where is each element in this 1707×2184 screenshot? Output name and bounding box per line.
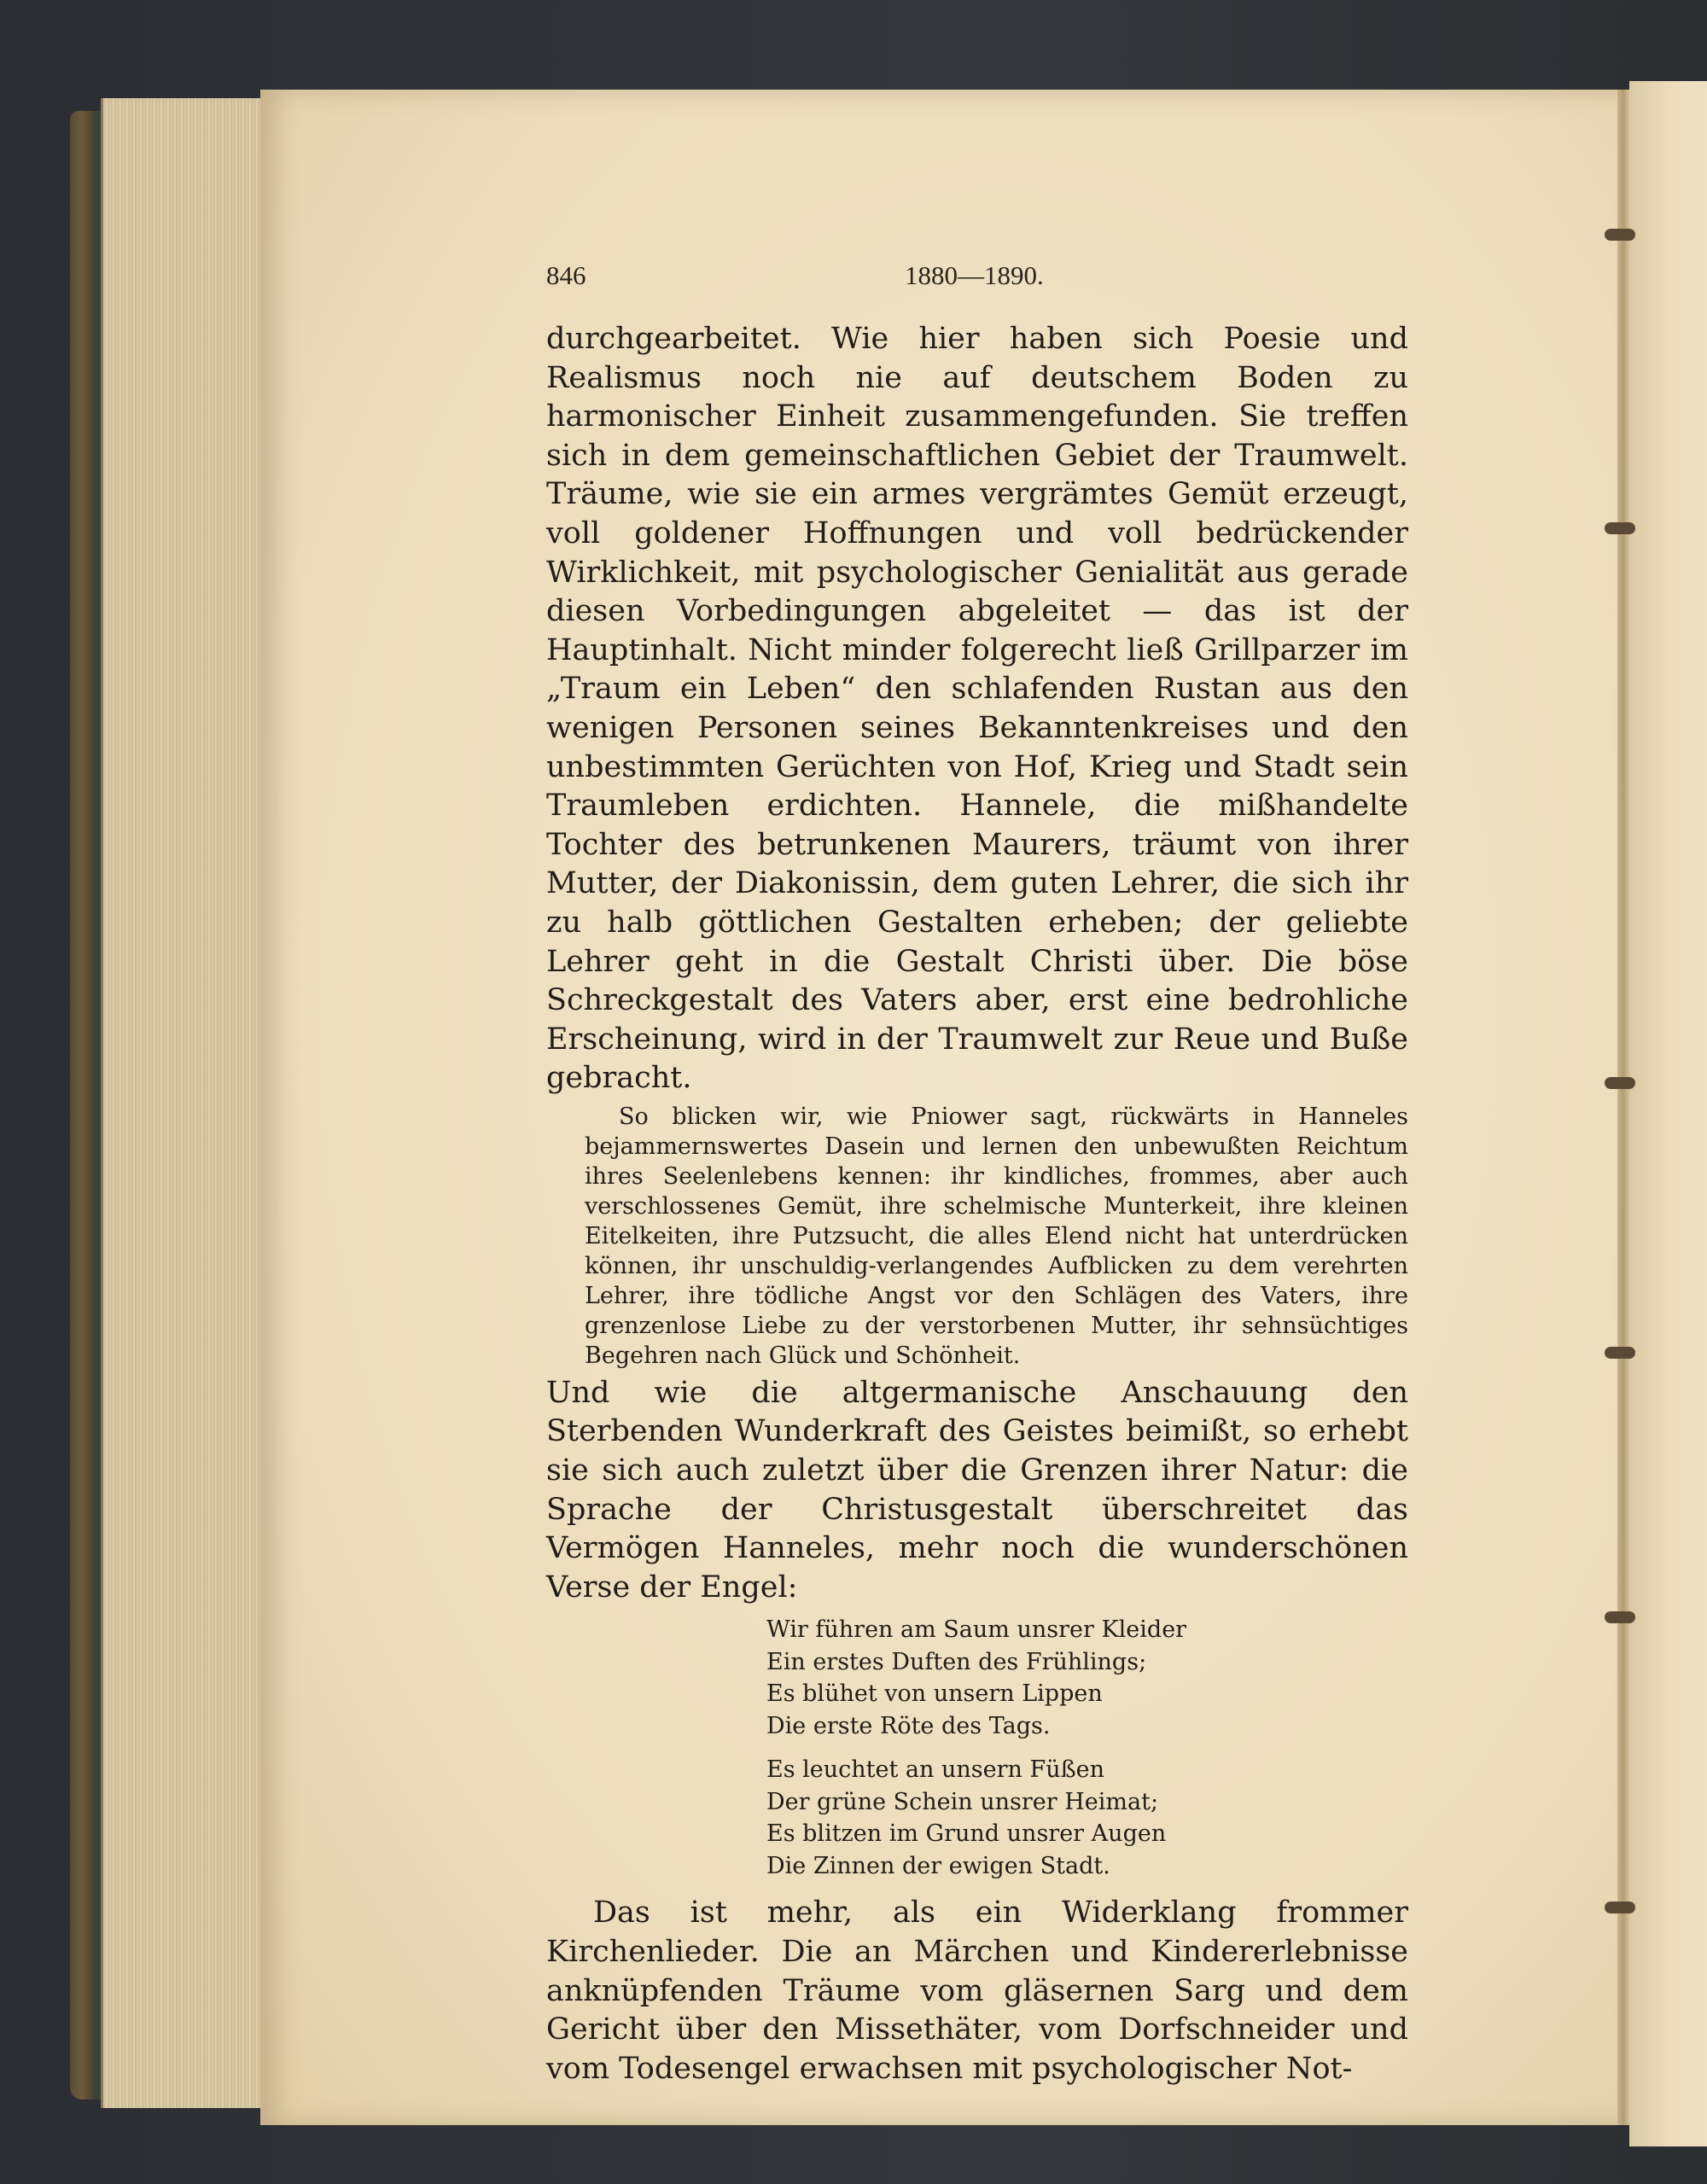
binding-stitch bbox=[1605, 522, 1635, 534]
page-gutter bbox=[1617, 90, 1629, 2125]
page-body bbox=[546, 320, 1408, 2088]
block-quote: So blicken wir, wie Pniower sagt, rückwärts in Hanneles bejammernswertes Dasein und lernen den unbewußten Reichtum ihres Seelenlebens kennen: ihr kindliches, frommes, aber auch verschlossenes Gemüt, ihre schelmische Munterkeit, ihre kleinen Eitelkeiten, ihre Putzsucht, die alles Elend nicht hat unterdrücken können, ihr unschuldig-verlangendes Aufblicken zu dem verehrten Lehrer, ihre tödliche Angst vor den Schlägen des Vaters, ihre grenzenlose Liebe zu der verstorbenen Mutter, ihr sehnsüchtiges Begehren nach Glück und Schönheit. bbox=[585, 1103, 1408, 1369]
paragraph: durchgearbeitet. Wie hier haben sich Poesie und Realismus noch nie auf deutschem Boden zu harmonischer Einheit zusammengefunden. Sie treffen sich in dem gemeinschaftlichen Gebiet der Traumwelt. Träume, wie sie ein armes vergrämtes Gemüt erzeugt, voll goldener Hoffnungen und voll bedrückender Wirklichkeit, mit psychologischer Genialität aus gerade diesen Vorbedingungen abgeleitet — das ist der Hauptinhalt. Nicht minder folgerecht ließ Grillparzer im „Traum ein Leben“ den schlafenden Rustan aus den wenigen Personen seines Bekanntenkreises und den unbestimmten Gerüchten von Hof, Krieg und Stadt sein Traumleben erdichten. Hannele, die mißhandelte Tochter des betrunkenen Maurers, träumt von ihrer Mutter, der Diakonissin, dem guten Lehrer, die sich ihr zu halb göttlichen Gestalten erheben; der geliebte Lehrer geht in die Gestalt Christi über. Die böse Schreckgestalt des Vaters aber, erst eine bedrohliche Erscheinung, wird in der Traumwelt zur Reue und Buße gebracht. bbox=[546, 322, 1408, 1096]
binding-stitch bbox=[1605, 229, 1635, 241]
page-number: 846 bbox=[546, 260, 586, 290]
verse-line: Es blitzen im Grund unsrer Augen bbox=[766, 1820, 1167, 1848]
verse-line: Die erste Röte des Tags. bbox=[766, 1712, 1051, 1739]
page-stack-edges bbox=[101, 98, 270, 2108]
verse-line: Es leuchtet an unsern Füßen bbox=[766, 1756, 1105, 1784]
verse-line: Der grüne Schein unsrer Heimat; bbox=[766, 1788, 1159, 1815]
verse-line: Die Zinnen der ewigen Stadt. bbox=[766, 1852, 1110, 1879]
verse-line: Ein erstes Duften des Frühlings; bbox=[766, 1648, 1147, 1675]
verse-line: Wir führen am Saum unsrer Kleider bbox=[766, 1616, 1187, 1644]
verse-block bbox=[766, 1614, 1408, 1882]
facing-page-edge bbox=[1629, 81, 1707, 2146]
cover-edge bbox=[70, 111, 94, 2100]
binding-stitch bbox=[1605, 1902, 1635, 1913]
paragraph: Das ist mehr, als ein Widerklang frommer Kirchenlieder. Die an Märchen und Kindererlebnisse anknüpfenden Träume vom gläsernen Sarg und dem Gericht über den Missethäter, vom Dorfschneider und vom Todesengel erwachsen mit psychologischer Not- bbox=[546, 1896, 1408, 2086]
running-header bbox=[546, 260, 1408, 303]
verse-stanza bbox=[766, 1614, 1408, 1742]
section-years: 1880—1890. bbox=[905, 260, 1044, 290]
verse-line: Es blühet von unsern Lippen bbox=[766, 1680, 1103, 1708]
verse-stanza bbox=[766, 1754, 1408, 1882]
paragraph: Und wie die altgermanische Anschauung den Sterbenden Wunderkraft des Geistes beimißt, so erhebt sie sich auch zuletzt über die Grenzen ihrer Natur: die Sprache der Christusgestalt überschreitet das Vermögen Hanneles, mehr noch die wunderschönen Verse der Engel: bbox=[546, 1375, 1408, 1605]
binding-stitch bbox=[1605, 1611, 1635, 1623]
binding-stitch bbox=[1605, 1347, 1635, 1359]
binding-stitch bbox=[1605, 1077, 1635, 1089]
